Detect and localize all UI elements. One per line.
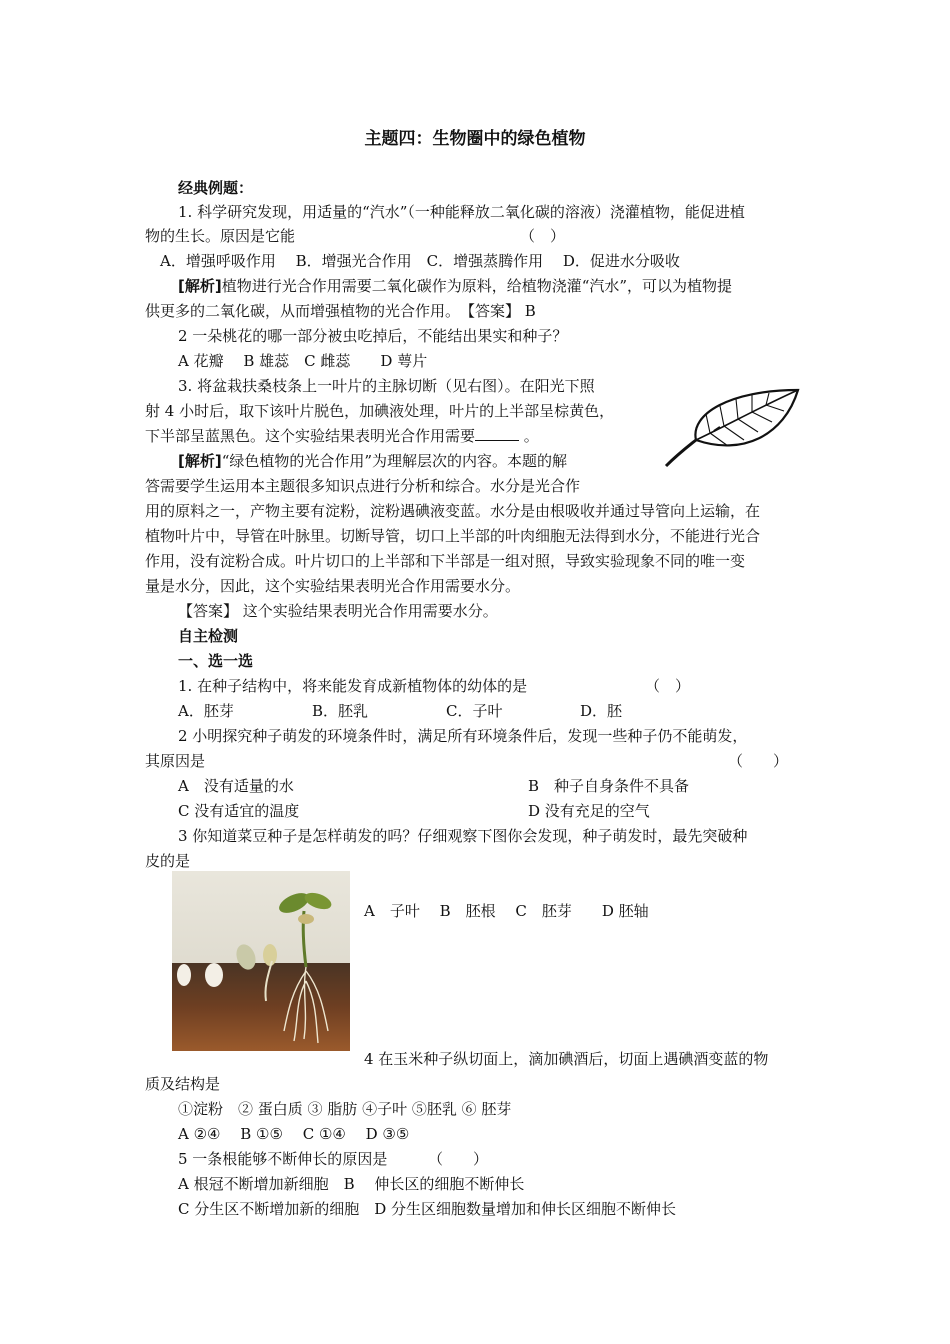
q3-options: A 子叶 B 胚根 C 胚芽 D 胚轴 (364, 902, 649, 920)
example3-analysis-line1: “绿色植物的光合作用”为理解层次的内容。本题的解 (221, 452, 568, 470)
examples-heading: 经典例题： (178, 179, 254, 197)
example1-analysis-line1: 植物进行光合作用需要二氧化碳作为原料，给植物浇灌“汽水”，可以为植物提 (221, 277, 733, 295)
q3-question-line2: 皮的是 (145, 852, 191, 870)
example2-options: A 花瓣 B 雄蕊 C 雌蕊 D 萼片 (178, 352, 428, 370)
q2-option-b: B 种子自身条件不具备 (528, 777, 690, 795)
q1-question: 1. 在种子结构中，将来能发育成新植物体的幼体的是 (178, 677, 528, 695)
q5-answer-paren: （ ） (428, 1150, 489, 1168)
q5-options-ab: A 根冠不断增加新细胞 B 伸长区的细胞不断伸长 (178, 1175, 525, 1193)
example3-question-line1: 3. 将盆栽扶桑枝条上一叶片的主脉切断（见右图）。在阳光下照 (178, 377, 595, 395)
example3-analysis-line4: 植物叶片中，导管在叶脉里。切断导管，切口上半部的叶肉细胞无法得到水分，不能进行光合 (145, 527, 761, 545)
leaf-diagram (652, 384, 802, 476)
q1-option-b: B．胚乳 (312, 702, 369, 720)
q1-option-d: D．胚 (580, 702, 623, 720)
example1-answer-paren: （ ） (520, 227, 566, 245)
self-check-heading: 自主检测 (178, 627, 239, 645)
example1-analysis-line2: 供更多的二氧化碳，从而增强植物的光合作用。 【答案】 B (145, 302, 536, 320)
example1-options: A．增强呼吸作用 B．增强光合作用 C．增强蒸腾作用 D．促进水分吸收 (160, 252, 680, 270)
example3-analysis-line6: 量是水分，因此，这个实验结果表明光合作用需要水分。 (145, 577, 521, 595)
q4-items: ①淀粉 ② 蛋白质 ③ 脂肪 ④子叶 ⑤胚乳 ⑥ 胚芽 (178, 1100, 512, 1118)
q2-question-line1: 2 小明探究种子萌发的环境条件时，满足所有环境条件后，发现一些种子仍不能萌发， (178, 727, 748, 745)
q5-options-cd: C 分生区不断增加新的细胞 D 分生区细胞数量增加和伸长区细胞不断伸长 (178, 1200, 677, 1218)
example3-analysis-line5: 作用，没有淀粉合成。叶片切口的上半部和下半部是一组对照，导致实验现象不同的唯一变 (145, 552, 746, 570)
example1-question-line1: 1. 科学研究发现，用适量的“汽水”（一种能释放二氧化碳的溶液）浇灌植物，能促进植 (178, 203, 745, 221)
page-title: 主题四：生物圈中的绿色植物 (364, 129, 586, 149)
example3-question-line2: 射 4 小时后，取下该叶片脱色，加碘液处理，叶片的上半部呈棕黄色， (145, 402, 615, 420)
answer-blank (475, 426, 519, 441)
example3-answer: 【答案】 这个实验结果表明光合作用需要水分。 (178, 602, 498, 620)
example3-question-line3: 下半部呈蓝黑色。这个实验结果表明光合作用需要 (145, 427, 476, 445)
q1-option-a: A．胚芽 (178, 702, 234, 720)
example3-question-line3-end: 。 (519, 427, 539, 445)
bean-germination-image (172, 871, 350, 1051)
q4-question-line2: 质及结构是 (145, 1075, 221, 1093)
q1-answer-paren: （ ） (645, 677, 691, 695)
choose-heading: 一、选一选 (178, 652, 254, 670)
q2-option-c: C 没有适宜的温度 (178, 802, 300, 820)
example3-analysis-line3: 用的原料之一，产物主要有淀粉，淀粉遇碘液变蓝。水分是由根吸收并通过导管向上运输，在 (145, 502, 761, 520)
q2-option-d: D 没有充足的空气 (528, 802, 650, 820)
q2-question-line2: 其原因是 (145, 752, 206, 770)
q5-question: 5 一条根能够不断伸长的原因是 (178, 1150, 388, 1168)
example1-analysis-tag: [解析] (178, 277, 222, 295)
q2-option-a: A 没有适量的水 (178, 777, 294, 795)
q4-question-line1: 4 在玉米种子纵切面上，滴加碘酒后，切面上遇碘酒变蓝的物 (364, 1050, 769, 1068)
example3-analysis-tag: [解析] (178, 452, 222, 470)
q4-options: A ②④ B ①⑤ C ①④ D ③⑤ (178, 1125, 410, 1143)
q3-question-line1: 3 你知道菜豆种子是怎样萌发的吗？仔细观察下图你会发现，种子萌发时，最先突破种 (178, 827, 748, 845)
example2-question: 2 一朵桃花的哪一部分被虫吃掉后，不能结出果实和种子？ (178, 327, 568, 345)
q1-option-c: C．子叶 (446, 702, 503, 720)
example3-analysis-line2: 答需要学生运用本主题很多知识点进行分析和综合。水分是光合作 (145, 477, 581, 495)
example1-question-line2: 物的生长。原因是它能 (145, 227, 296, 245)
q2-answer-paren: （ ） (728, 752, 789, 770)
